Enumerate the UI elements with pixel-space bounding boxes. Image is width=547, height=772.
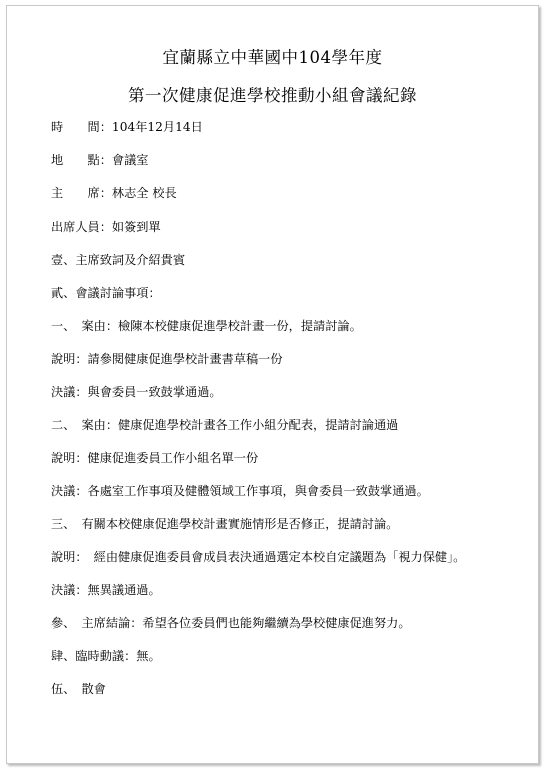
meeting-time: 時 間：104年12月14日 [51,120,203,134]
meeting-attendees: 出席人員：如簽到單 [51,220,161,234]
meeting-chair: 主 席：林志全 校長 [51,186,177,200]
document-title-line2: 第一次健康促進學校推動小組會議紀錄 [128,86,417,105]
section-adjournment: 伍、 散會 [51,682,106,696]
section-discussion-items: 貳、會議討論事項： [51,286,161,300]
case-2-note: 說明：健康促進委員工作小組名單一份 [51,451,259,465]
section-extempore-motions: 肆、臨時動議：無。 [51,649,161,663]
meeting-place: 地 點：會議室 [51,153,149,167]
case-3-proposal: 三、 有關本校健康促進學校計畫實施情形是否修正，提請討論。 [51,517,399,531]
case-2-proposal: 二、 案由：健康促進學校計畫各工作小組分配表，提請討論通過 [51,418,399,432]
section-chair-conclusion: 參、 主席結論：希望各位委員們也能夠繼續為學校健康促進努力。 [51,616,411,630]
case-1-resolution: 決議：與會委員一致鼓掌通過。 [51,385,222,399]
case-1-proposal: 一、 案由：檢陳本校健康促進學校計畫一份，提請討論。 [51,319,362,333]
case-2-resolution: 決議：各處室工作事項及健體領域工作事項，與會委員一致鼓掌通過。 [51,484,429,498]
section-opening-remarks: 壹、主席致詞及介紹貴賓 [51,253,186,267]
case-3-note: 說明： 經由健康促進委員會成員表決通過選定本校自定議題為「視力保健」。 [51,550,466,564]
case-1-note: 說明：請參閱健康促進學校計畫書草稿一份 [51,352,283,366]
document-page [6,5,539,764]
case-3-resolution: 決議：無異議通過。 [51,583,161,597]
document-title-line1: 宜蘭縣立中華國中104學年度 [162,48,383,67]
